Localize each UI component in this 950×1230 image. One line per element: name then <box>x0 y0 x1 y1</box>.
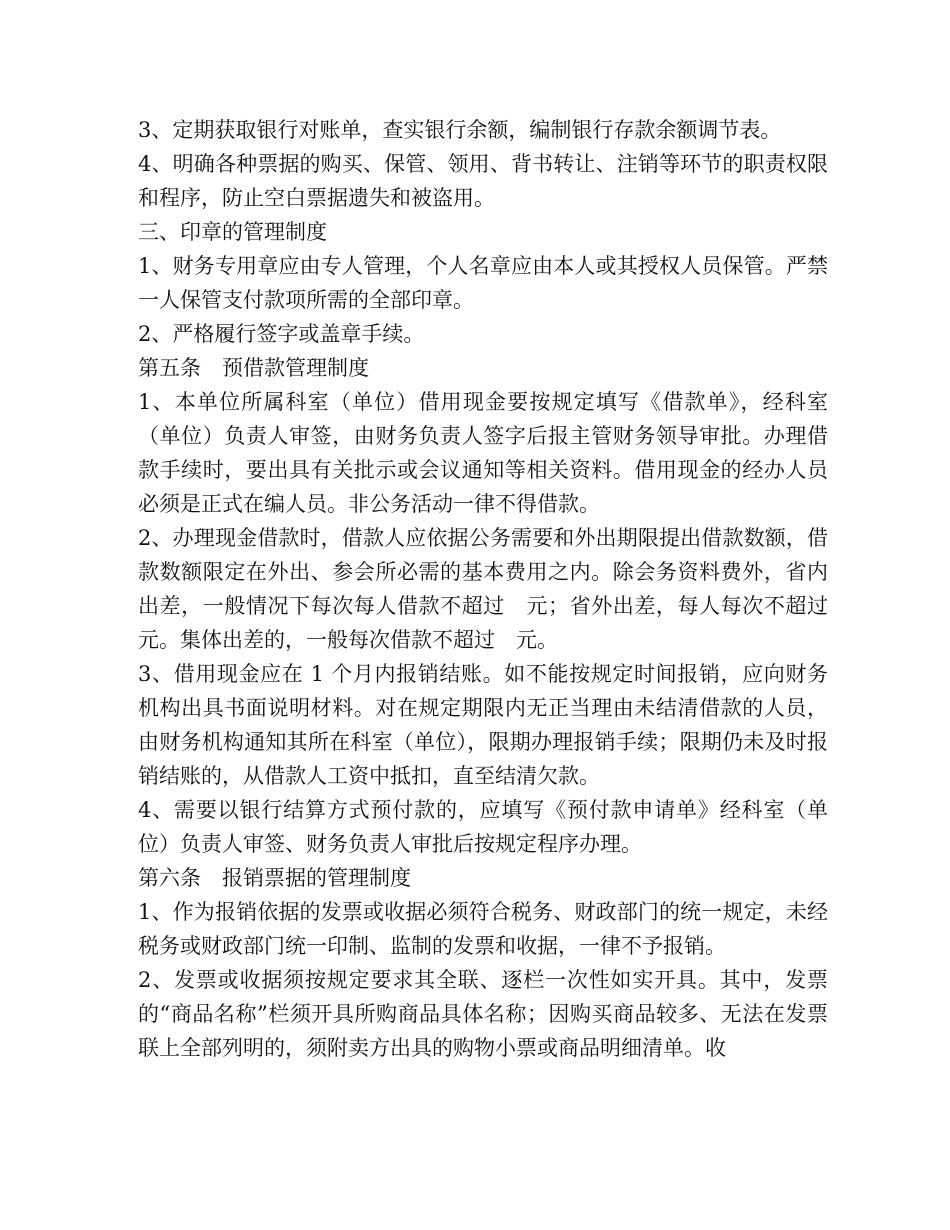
paragraph-loan-amount: 2、办理现金借款时，借款人应依据公务需要和外出期限提出借款数额，借款数额限定在外出、参会所必需的基本费用之内。除会务资料费外，省内出差，一般情况下每次每人借款不超过 元；省外出差，每人每次不超过 元。集体出差的，一般每次借款不超过 元。 <box>138 526 828 652</box>
paragraph-loan-application: 1、本单位所属科室（单位）借用现金要按规定填写《借款单》，经科室（单位）负责人审签，由财务负责人签字后报主管财务领导审批。办理借款手续时，要出具有关批示或会议通知等相关资料。借用现金的经办人员必须是正式在编人员。非公务活动一律不得借款。 <box>138 390 828 516</box>
paragraph-prepayment: 4、需要以银行结算方式预付款的，应填写《预付款申请单》经科室（单位）负责人审签、财务负责人审批后按规定程序办理。 <box>138 798 828 856</box>
paragraph-loan-settlement: 3、借用现金应在 1 个月内报销结账。如不能按规定时间报销，应向财务机构出具书面说明材料。对在规定期限内无正当理由未结清借款的人员，由财务机构通知其所在科室（单位），限期办理报销手续；限期仍未及时报销结账的，从借款人工资中抵扣，直至结清欠款。 <box>138 662 828 788</box>
paragraph-invoice-requirements: 1、作为报销依据的发票或收据必须符合税务、财政部门的统一规定，未经税务或财政部门统一印制、监制的发票和收据，一律不予报销。 <box>138 900 828 958</box>
section-heading-seal-management: 三、印章的管理制度 <box>138 220 327 244</box>
paragraph-seal-custody: 1、财务专用章应由专人管理，个人名章应由本人或其授权人员保管。严禁一人保管支付款项所需的全部印章。 <box>138 254 828 312</box>
paragraph-signature-procedure: 2、严格履行签字或盖章手续。 <box>138 322 425 346</box>
article-heading-advance-loan: 第五条 预借款管理制度 <box>138 356 369 380</box>
paragraph-bill-management: 4、明确各种票据的购买、保管、领用、背书转让、注销等环节的职责权限和程序，防止空白票据遗失和被盗用。 <box>138 152 828 210</box>
paragraph-bank-reconciliation: 3、定期获取银行对账单，查实银行余额，编制银行存款余额调节表。 <box>138 118 782 142</box>
article-heading-reimbursement-bills: 第六条 报销票据的管理制度 <box>138 866 411 890</box>
paragraph-invoice-issuing: 2、发票或收据须按规定要求其全联、逐栏一次性如实开具。其中，发票的“商品名称”栏须开具所购商品具体名称；因购买商品较多、无法在发票联上全部列明的，须附卖方出具的购物小票或商品明细清单。收 <box>138 968 828 1060</box>
document-body <box>138 113 828 1065</box>
